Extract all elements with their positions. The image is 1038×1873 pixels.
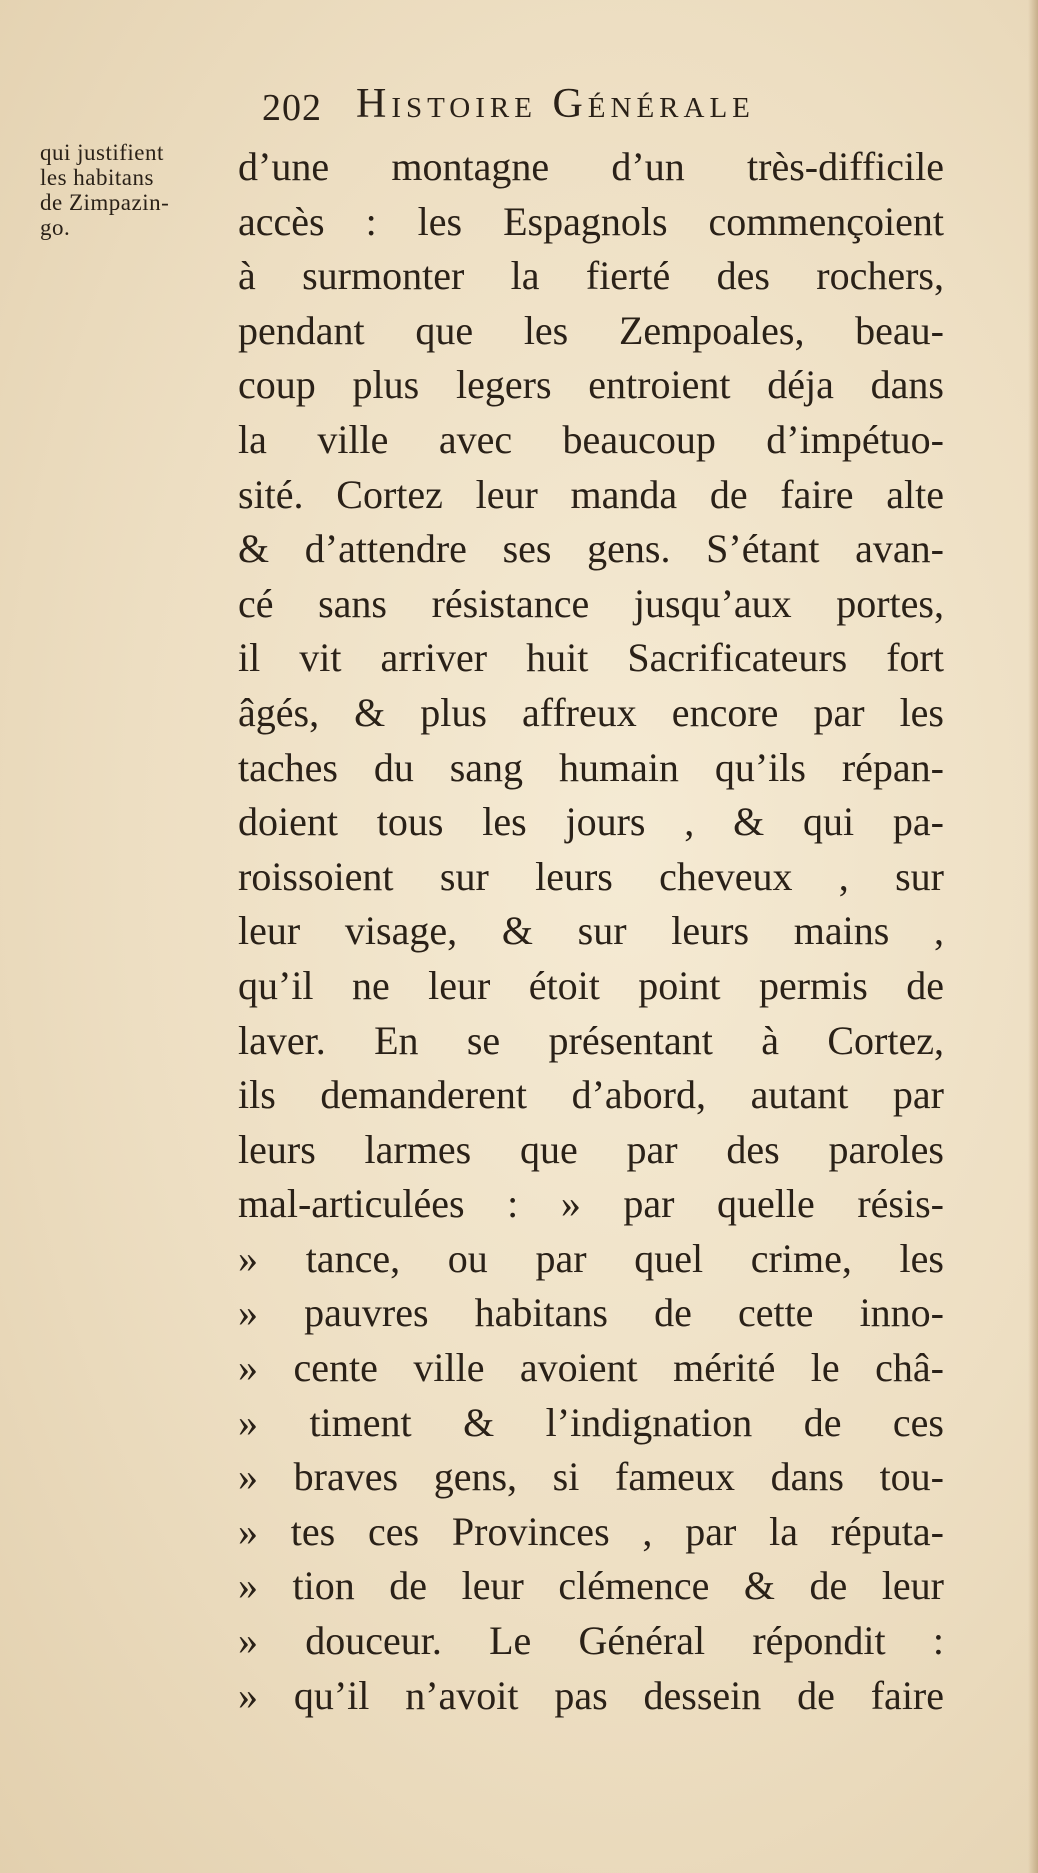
text-line: roissoient sur leurs cheveux , sur (238, 853, 944, 899)
text-line: accès : les Espagnols commençoient (238, 198, 944, 244)
text-line: & d’attendre ses gens. S’étant avan- (238, 526, 944, 572)
page-header (262, 80, 942, 132)
margin-note-line: go. (40, 215, 71, 240)
text-line: pendant que les Zempoales, beau- (238, 307, 944, 353)
text-line: leurs larmes que par des paroles (238, 1126, 944, 1172)
text-line: âgés, & plus affreux encore par les (238, 689, 944, 735)
text-line: laver. En se présentant à Cortez, (238, 1017, 944, 1063)
body-text (238, 140, 944, 1723)
page-number: 202 (262, 87, 322, 129)
text-line: » qu’il n’avoit pas dessein de faire (238, 1672, 944, 1718)
text-line: d’une montagne d’un très-difficile (238, 144, 944, 189)
text-line: la ville avec beaucoup d’impétuo- (238, 416, 944, 462)
margin-note-line: de Zimpazin- (40, 190, 170, 215)
text-line: mal-articulées : » par quelle résis- (238, 1181, 944, 1227)
margin-note (40, 140, 240, 240)
text-line: coup plus legers entroient déja dans (238, 362, 944, 408)
text-line: il vit arriver huit Sacrificateurs fort (238, 635, 944, 681)
text-line: » tance, ou par quel crime, les (238, 1235, 944, 1281)
text-line: » braves gens, si fameux dans tou- (238, 1454, 944, 1500)
text-line: » timent & l’indignation de ces (238, 1399, 944, 1445)
text-line: taches du sang humain qu’ils répan- (238, 744, 944, 790)
text-line: cé sans résistance jusqu’aux portes, (238, 580, 944, 626)
text-line: sité. Cortez leur manda de faire alte (238, 471, 944, 517)
running-title: Histoire Générale (356, 81, 755, 127)
text-line: » pauvres habitans de cette inno- (238, 1290, 944, 1336)
margin-note-line: qui justifient (40, 140, 164, 165)
text-line: » cente ville avoient mérité le châ- (238, 1345, 944, 1391)
text-line: à surmonter la fierté des rochers, (238, 253, 944, 299)
text-line: ils demanderent d’abord, autant par (238, 1072, 944, 1118)
text-line: » tion de leur clémence & de leur (238, 1563, 944, 1609)
margin-note-line: les habitans (40, 165, 154, 190)
text-line: » douceur. Le Général répondit : (238, 1618, 944, 1664)
text-line: doient tous les jours , & qui pa- (238, 799, 944, 845)
text-line: qu’il ne leur étoit point permis de (238, 962, 944, 1008)
text-line: » tes ces Provinces , par la réputa- (238, 1508, 944, 1554)
text-line: leur visage, & sur leurs mains , (238, 908, 944, 954)
page-edge-shadow (1028, 0, 1038, 1873)
